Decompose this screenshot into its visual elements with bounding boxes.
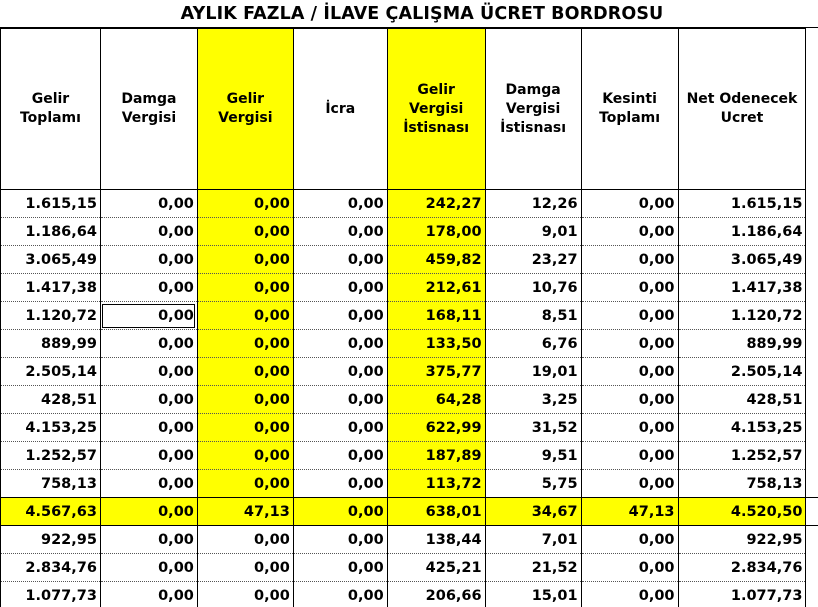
table-cell[interactable]: 1.417,38 — [1, 274, 101, 302]
table-cell[interactable]: 0,00 — [581, 442, 678, 470]
table-cell[interactable]: 0,00 — [100, 470, 197, 498]
table-cell[interactable]: 9,51 — [485, 442, 581, 470]
table-cell[interactable]: 0,00 — [197, 386, 293, 414]
table-row — [1, 330, 818, 358]
table-cell[interactable]: 206,66 — [387, 582, 485, 607]
table-cell[interactable]: 34,67 — [485, 498, 581, 526]
column-header[interactable]: Gelir Vergisi — [197, 29, 293, 190]
table-cell[interactable]: 0,00 — [581, 218, 678, 246]
table-cell[interactable]: 0,00 — [293, 190, 387, 218]
table-cell[interactable]: 1.120,72 — [1, 302, 101, 330]
empty-column-cell[interactable] — [806, 554, 818, 582]
table-cell[interactable]: 4.567,63 — [1, 498, 101, 526]
table-row — [1, 470, 818, 498]
table-cell[interactable]: 0,00 — [293, 218, 387, 246]
empty-column-cell[interactable] — [806, 218, 818, 246]
empty-column-cell[interactable] — [806, 246, 818, 274]
table-row — [1, 386, 818, 414]
table-cell[interactable]: 64,28 — [387, 386, 485, 414]
table-row — [1, 554, 818, 582]
table-cell[interactable]: 1.417,38 — [678, 274, 806, 302]
table-cell[interactable]: 1.615,15 — [678, 190, 806, 218]
table-cell[interactable]: 0,00 — [100, 526, 197, 554]
table-cell[interactable]: 21,52 — [485, 554, 581, 582]
table-cell[interactable]: 0,00 — [581, 274, 678, 302]
table-cell[interactable]: 425,21 — [387, 554, 485, 582]
table-cell[interactable]: 0,00 — [100, 218, 197, 246]
table-cell[interactable]: 638,01 — [387, 498, 485, 526]
table-cell[interactable]: 0,00 — [293, 498, 387, 526]
table-cell[interactable]: 0,00 — [100, 274, 197, 302]
table-cell[interactable]: 8,51 — [485, 302, 581, 330]
header-row — [1, 29, 818, 190]
table-cell[interactable]: 0,00 — [100, 554, 197, 582]
table-cell[interactable]: 0,00 — [581, 386, 678, 414]
table-cell[interactable]: 0,00 — [293, 414, 387, 442]
table-cell[interactable]: 0,00 — [100, 414, 197, 442]
table-cell[interactable]: 428,51 — [1, 386, 101, 414]
table-cell[interactable]: 2.505,14 — [1, 358, 101, 386]
table-cell[interactable]: 0,00 — [581, 414, 678, 442]
table-cell[interactable]: 0,00 — [197, 330, 293, 358]
table-cell[interactable]: 459,82 — [387, 246, 485, 274]
table-cell[interactable]: 0,00 — [100, 246, 197, 274]
table-cell[interactable]: 0,00 — [197, 414, 293, 442]
table-cell[interactable]: 0,00 — [100, 190, 197, 218]
table-cell[interactable]: 0,00 — [581, 470, 678, 498]
table-cell[interactable]: 178,00 — [387, 218, 485, 246]
table-cell[interactable]: 0,00 — [197, 246, 293, 274]
table-cell[interactable]: 0,00 — [293, 582, 387, 607]
empty-column-cell[interactable] — [806, 29, 818, 190]
table-row — [1, 526, 818, 554]
table-cell[interactable]: 1.186,64 — [1, 218, 101, 246]
table-row — [1, 582, 818, 607]
column-header[interactable]: Damga Vergisi İstisnası — [485, 29, 581, 190]
table-cell[interactable]: 138,44 — [387, 526, 485, 554]
table-cell[interactable]: 47,13 — [581, 498, 678, 526]
table-cell[interactable]: 1.252,57 — [1, 442, 101, 470]
empty-column-cell[interactable] — [806, 414, 818, 442]
table-cell[interactable]: 922,95 — [1, 526, 101, 554]
table-cell[interactable]: 2.834,76 — [678, 554, 806, 582]
table-cell[interactable]: 0,00 — [100, 498, 197, 526]
table-cell[interactable]: 622,99 — [387, 414, 485, 442]
table-cell[interactable]: 0,00 — [100, 302, 197, 330]
empty-column-cell[interactable] — [806, 442, 818, 470]
table-cell[interactable]: 0,00 — [293, 302, 387, 330]
table-cell[interactable]: 12,26 — [485, 190, 581, 218]
table-cell[interactable]: 1.615,15 — [1, 190, 101, 218]
table-cell[interactable]: 375,77 — [387, 358, 485, 386]
table-row — [1, 218, 818, 246]
table-cell[interactable]: 0,00 — [581, 526, 678, 554]
table-cell[interactable]: 0,00 — [197, 190, 293, 218]
table-cell[interactable]: 1.120,72 — [678, 302, 806, 330]
empty-column-cell[interactable] — [806, 330, 818, 358]
table-cell[interactable]: 0,00 — [581, 330, 678, 358]
empty-column-cell[interactable] — [806, 274, 818, 302]
table-cell[interactable]: 0,00 — [581, 358, 678, 386]
empty-column-cell[interactable] — [806, 386, 818, 414]
table-cell[interactable]: 0,00 — [100, 582, 197, 607]
table-cell[interactable]: 0,00 — [197, 554, 293, 582]
table-cell[interactable]: 5,75 — [485, 470, 581, 498]
table-cell[interactable]: 428,51 — [678, 386, 806, 414]
table-cell[interactable]: 758,13 — [678, 470, 806, 498]
table-cell[interactable]: 0,00 — [293, 274, 387, 302]
table-cell[interactable]: 0,00 — [293, 358, 387, 386]
empty-column-cell[interactable] — [806, 526, 818, 554]
table-cell[interactable]: 0,00 — [100, 358, 197, 386]
table-body — [1, 190, 818, 607]
table-cell[interactable]: 0,00 — [197, 302, 293, 330]
table-cell[interactable]: 0,00 — [197, 274, 293, 302]
column-header[interactable]: Gelir Vergisi İstisnası — [387, 29, 485, 190]
table-cell[interactable]: 4.153,25 — [1, 414, 101, 442]
table-cell[interactable]: 133,50 — [387, 330, 485, 358]
column-header[interactable]: İcra — [293, 29, 387, 190]
table-cell[interactable]: 0,00 — [293, 442, 387, 470]
table-cell[interactable]: 7,01 — [485, 526, 581, 554]
empty-column-cell[interactable] — [806, 470, 818, 498]
table-cell[interactable]: 889,99 — [1, 330, 101, 358]
empty-column-cell[interactable] — [806, 582, 818, 607]
table-cell[interactable]: 3.065,49 — [1, 246, 101, 274]
payroll-table — [0, 28, 818, 607]
table-cell[interactable]: 10,76 — [485, 274, 581, 302]
column-header[interactable]: Kesinti Toplamı — [581, 29, 678, 190]
table-cell[interactable]: 187,89 — [387, 442, 485, 470]
table-cell[interactable]: 0,00 — [197, 470, 293, 498]
table-row — [1, 442, 818, 470]
table-cell[interactable]: 4.153,25 — [678, 414, 806, 442]
table-cell[interactable]: 0,00 — [100, 330, 197, 358]
column-header[interactable]: Net Odenecek Ucret — [678, 29, 806, 190]
table-cell[interactable]: 23,27 — [485, 246, 581, 274]
table-cell[interactable]: 212,61 — [387, 274, 485, 302]
sheet-title[interactable]: AYLIK FAZLA / İLAVE ÇALIŞMA ÜCRET BORDROSU — [180, 4, 664, 24]
table-cell[interactable]: 31,52 — [485, 414, 581, 442]
table-cell[interactable]: 1.077,73 — [1, 582, 101, 607]
table-cell[interactable]: 3,25 — [485, 386, 581, 414]
table-cell[interactable]: 2.834,76 — [1, 554, 101, 582]
table-cell[interactable]: 0,00 — [197, 442, 293, 470]
table-cell[interactable]: 0,00 — [581, 582, 678, 607]
table-cell[interactable]: 0,00 — [100, 442, 197, 470]
table-cell[interactable]: 168,11 — [387, 302, 485, 330]
table-cell[interactable]: 0,00 — [293, 554, 387, 582]
table-row — [1, 302, 818, 330]
table-cell[interactable]: 0,00 — [293, 330, 387, 358]
column-header[interactable]: Gelir Toplamı — [1, 29, 101, 190]
empty-column-cell[interactable] — [806, 190, 818, 218]
table-row — [1, 246, 818, 274]
table-cell[interactable]: 0,00 — [581, 246, 678, 274]
table-cell[interactable]: 889,99 — [678, 330, 806, 358]
column-header[interactable]: Damga Vergisi — [100, 29, 197, 190]
table-cell[interactable]: 0,00 — [293, 470, 387, 498]
table-cell[interactable]: 0,00 — [581, 190, 678, 218]
table-cell[interactable]: 0,00 — [293, 246, 387, 274]
empty-column-cell[interactable] — [806, 358, 818, 386]
empty-column-cell[interactable] — [806, 498, 818, 526]
table-cell[interactable]: 922,95 — [678, 526, 806, 554]
table-cell[interactable]: 1.186,64 — [678, 218, 806, 246]
total-row — [1, 498, 818, 526]
table-cell[interactable]: 2.505,14 — [678, 358, 806, 386]
table-cell[interactable]: 1.077,73 — [678, 582, 806, 607]
table-cell[interactable]: 0,00 — [197, 526, 293, 554]
table-cell[interactable]: 0,00 — [293, 386, 387, 414]
table-cell[interactable]: 0,00 — [197, 218, 293, 246]
table-cell[interactable]: 1.252,57 — [678, 442, 806, 470]
table-cell[interactable]: 0,00 — [581, 554, 678, 582]
table-cell[interactable]: 19,01 — [485, 358, 581, 386]
table-cell[interactable]: 0,00 — [100, 386, 197, 414]
table-row — [1, 190, 818, 218]
table-row — [1, 358, 818, 386]
table-cell[interactable]: 242,27 — [387, 190, 485, 218]
table-cell[interactable]: 3.065,49 — [678, 246, 806, 274]
empty-column-cell[interactable] — [806, 302, 818, 330]
table-cell[interactable]: 47,13 — [197, 498, 293, 526]
table-row — [1, 274, 818, 302]
table-cell[interactable]: 6,76 — [485, 330, 581, 358]
table-cell[interactable]: 0,00 — [293, 526, 387, 554]
table-cell[interactable]: 15,01 — [485, 582, 581, 607]
table-cell[interactable]: 4.520,50 — [678, 498, 806, 526]
table-cell[interactable]: 113,72 — [387, 470, 485, 498]
table-cell[interactable]: 0,00 — [197, 582, 293, 607]
table-cell[interactable]: 0,00 — [197, 358, 293, 386]
table-cell[interactable]: 758,13 — [1, 470, 101, 498]
table-row — [1, 414, 818, 442]
table-cell[interactable]: 9,01 — [485, 218, 581, 246]
table-cell[interactable]: 0,00 — [581, 302, 678, 330]
